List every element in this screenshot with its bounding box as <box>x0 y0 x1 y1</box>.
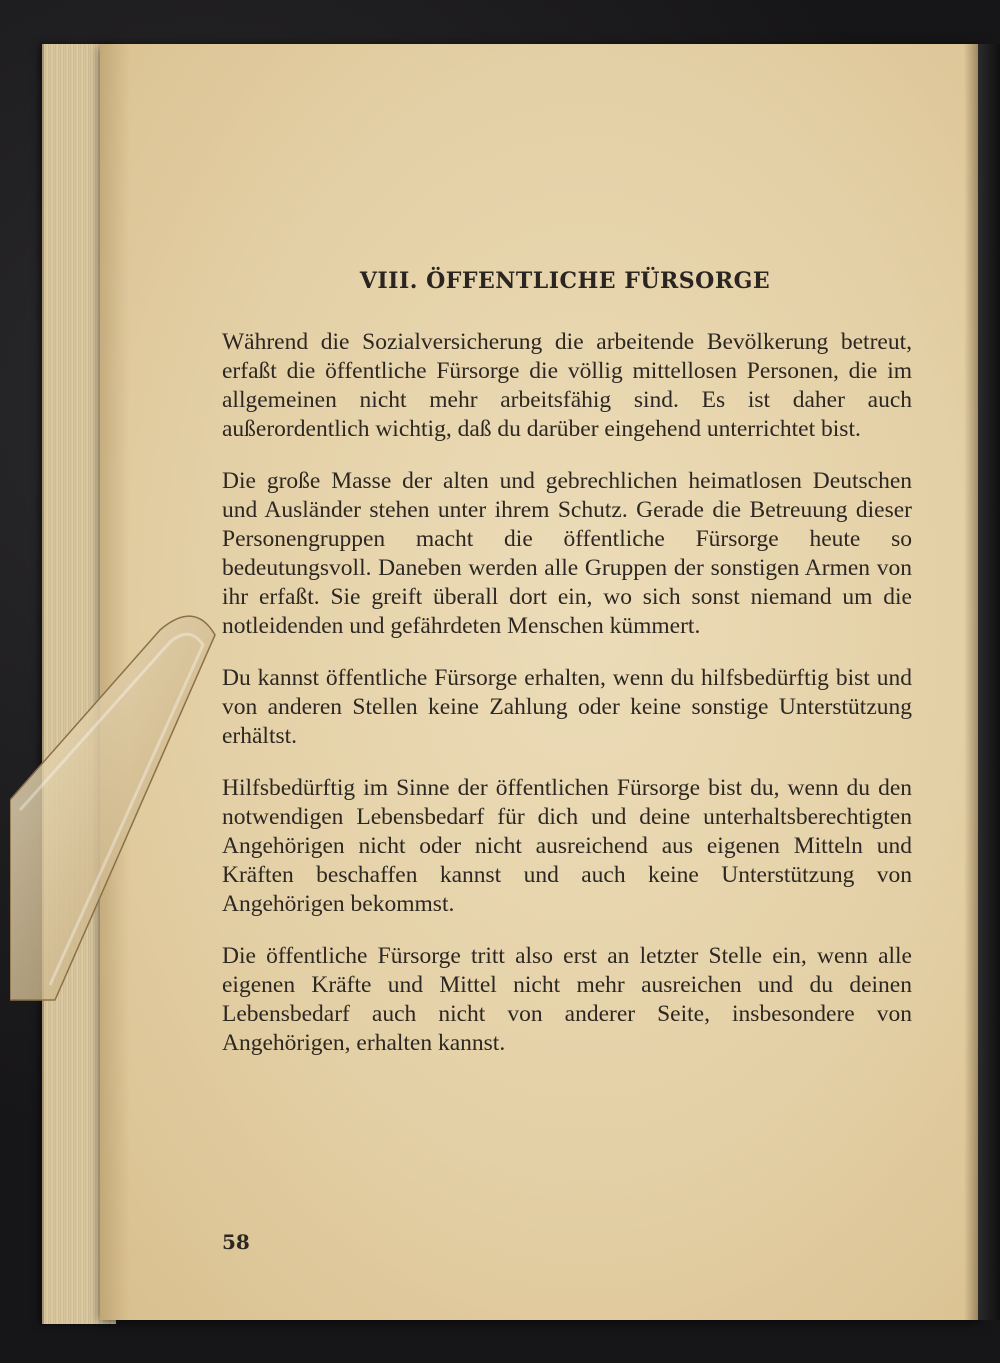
paragraph-2: Die große Masse der alten und gebrechlichen heimatlosen Deutschen und Ausländer stehen unter ihrem Schutz. Gerade die Betreuung dieser Personengruppen macht die öffentliche Fürsorge heute so bedeutungsvoll. Daneben werden alle Gruppen der sonstigen Armen von ihr erfaßt. Sie greift überall dort ein, wo sich sonst niemand um die notleidenden und gefährdeten Menschen kümmert. <box>222 468 912 639</box>
right-edge <box>978 44 1000 1320</box>
chapter-heading: VIII. ÖFFENTLICHE FÜRSORGE <box>359 268 771 294</box>
paragraph-5: Die öffentliche Fürsorge tritt also erst an letzter Stelle ein, wenn alle eigenen Kräfte und Mittel nicht mehr ausreichen und du deinen Lebensbedarf auch nicht von anderer Seite, insbesondere von Angehörigen, erhalten kannst. <box>222 943 912 1056</box>
body-text <box>222 328 912 1081</box>
paragraph-1: Während die Sozialversicherung die arbeitende Bevölkerung betreut, erfaßt die öffentliche Fürsorge die völlig mittellosen Personen, die im allgemeinen nicht mehr arbeitsfähig sind. Es ist daher auch außerordentlich wichtig, daß du darüber eingehend unterrichtet bist. <box>222 329 912 442</box>
paragraph-4: Hilfsbedürftig im Sinne der öffentlichen Fürsorge bist du, wenn du den notwendigen Lebensbedarf für dich und deine unterhaltsberechtigten Angehörigen nicht oder nicht ausreichend aus eigenen Mitteln und Kräften beschaffen kannst und auch keine Unterstützung von Angehörigen bekommst. <box>222 775 912 917</box>
page-number: 58 <box>222 1230 250 1254</box>
paragraph-3: Du kannst öffentliche Fürsorge erhalten, wenn du hilfsbedürftig bist und von anderen Stellen keine Zahlung oder keine sonstige Unterstützung erhältst. <box>222 665 912 749</box>
